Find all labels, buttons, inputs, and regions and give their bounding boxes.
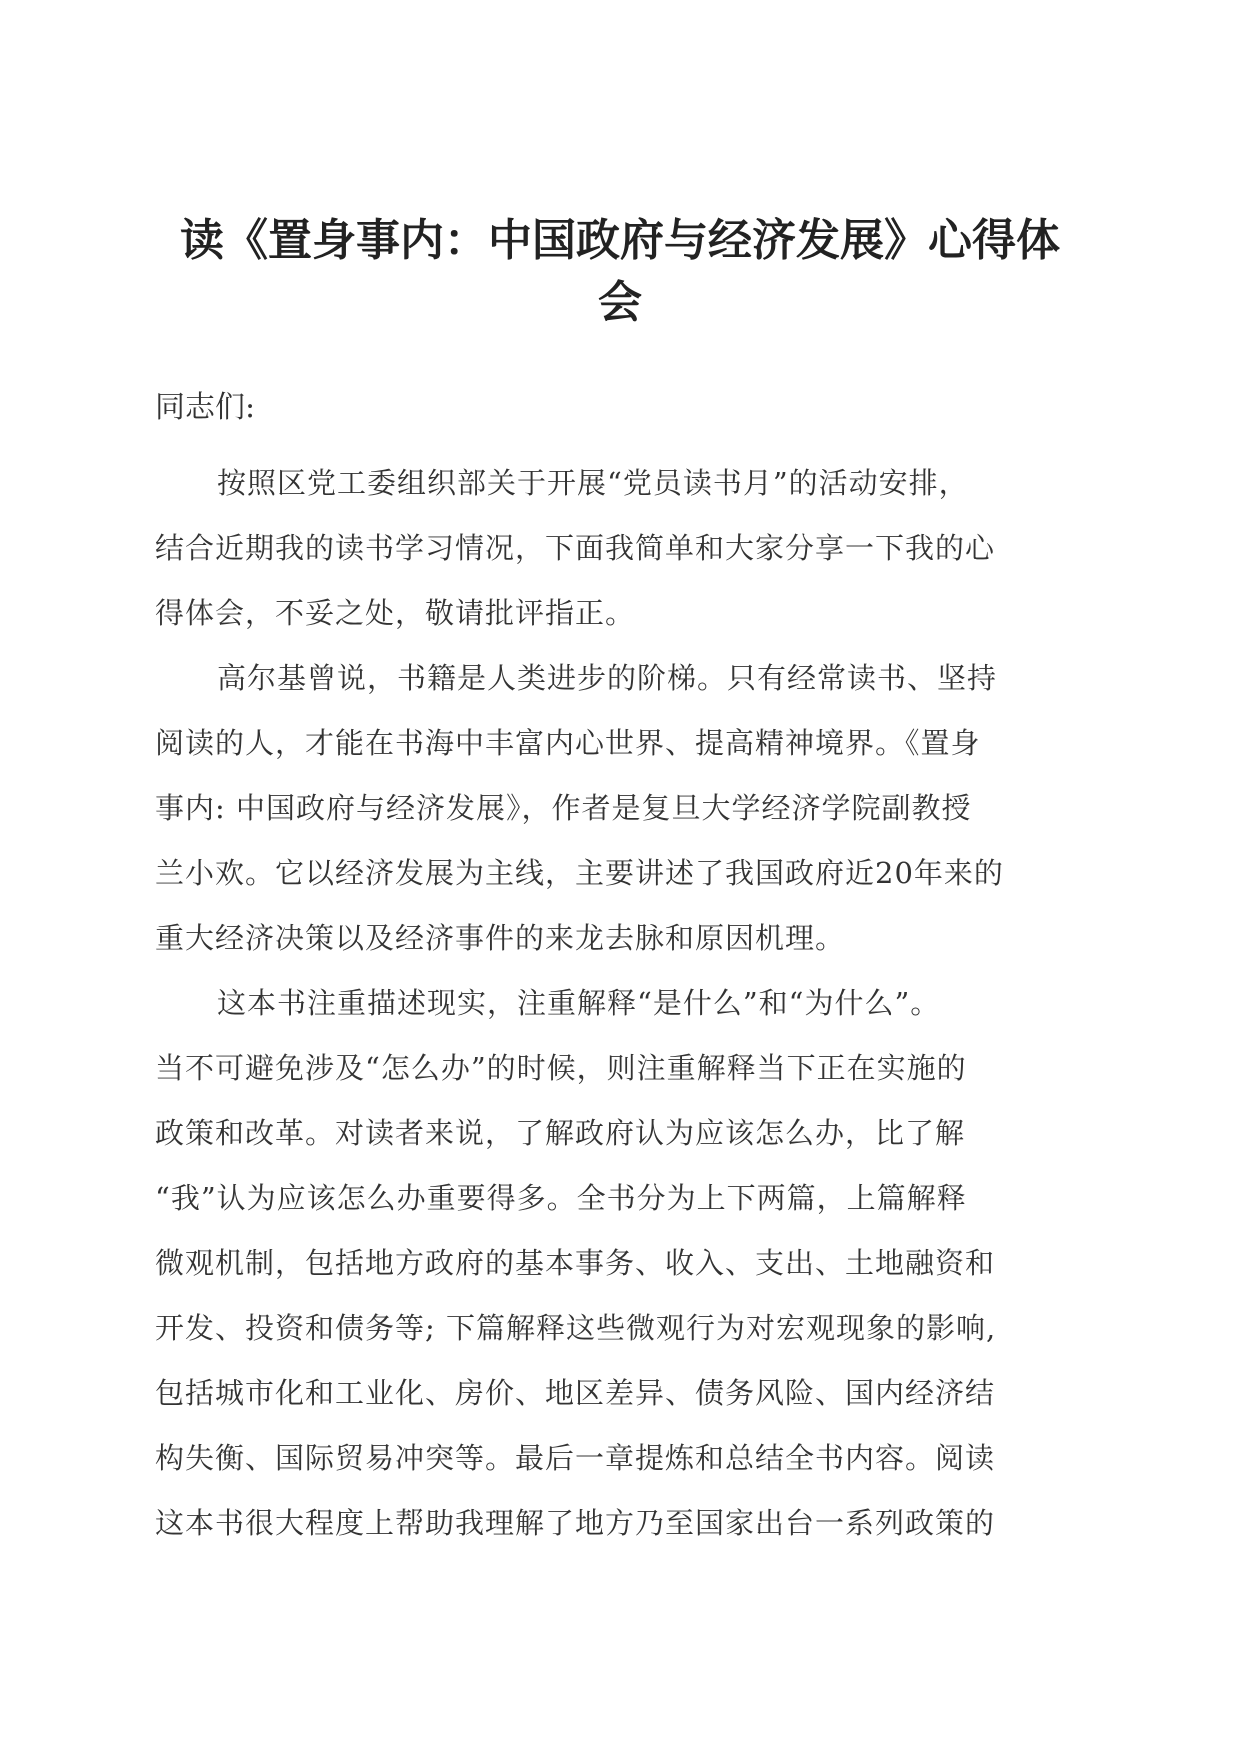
paragraph-line: 微观机制，包括地方政府的基本事务、收入、支出、土地融资和: [155, 1246, 996, 1280]
paragraph-line: 事内: 中国政府与经济发展》，作者是复旦大学经济学院副教授: [155, 791, 972, 825]
paragraph-line: “我”认为应该怎么办重要得多。全书分为上下两篇，上篇解释: [155, 1181, 967, 1215]
paragraph-1: [155, 451, 1085, 646]
document-title: [150, 210, 1090, 334]
salutation: 同志们:: [155, 390, 256, 425]
paragraph-line: 当不可避免涉及“怎么办”的时候，则注重解释当下正在实施的: [155, 1051, 967, 1085]
paragraph-line: 高尔基曾说，书籍是人类进步的阶梯。只有经常读书、坚持: [217, 661, 998, 695]
title-line-2: 会: [598, 277, 642, 328]
paragraph-line: 得体会，不妥之处，敬请批评指正。: [155, 596, 636, 630]
paragraph-2: [155, 646, 1085, 971]
paragraph-line: 开发、投资和债务等; 下篇解释这些微观行为对宏观现象的影响,: [155, 1311, 997, 1345]
title-line-1: 读《置身事内：中国政府与经济发展》心得体: [180, 215, 1060, 266]
paragraph-line: 结合近期我的读书学习情况，下面我简单和大家分享一下我的心: [155, 531, 996, 565]
paragraph-line: 包括城市化和工业化、房价、地区差异、债务风险、国内经济结: [155, 1376, 996, 1410]
paragraph-line: 这本书很大程度上帮助我理解了地方乃至国家出台一系列政策的: [155, 1506, 996, 1540]
paragraph-line: 构失衡、国际贸易冲突等。最后一章提炼和总结全书内容。阅读: [155, 1441, 996, 1475]
paragraph-line: 政策和改革。对读者来说，了解政府认为应该怎么办，比了解: [155, 1116, 966, 1150]
paragraph-line: 按照区党工委组织部关于开展“党员读书月”的活动安排，: [217, 466, 969, 500]
paragraph-line: 这本书注重描述现实，注重解释“是什么”和“为什么”。: [217, 986, 941, 1020]
paragraph-line: 重大经济决策以及经济事件的来龙去脉和原因机理。: [155, 921, 846, 955]
paragraph-line: 阅读的人，才能在书海中丰富内心世界、提高精神境界。《置身: [155, 726, 981, 760]
paragraph-3: [155, 971, 1085, 1556]
paragraph-line: 兰小欢。它以经济发展为主线，主要讲述了我国政府近20年来的: [155, 856, 1004, 890]
